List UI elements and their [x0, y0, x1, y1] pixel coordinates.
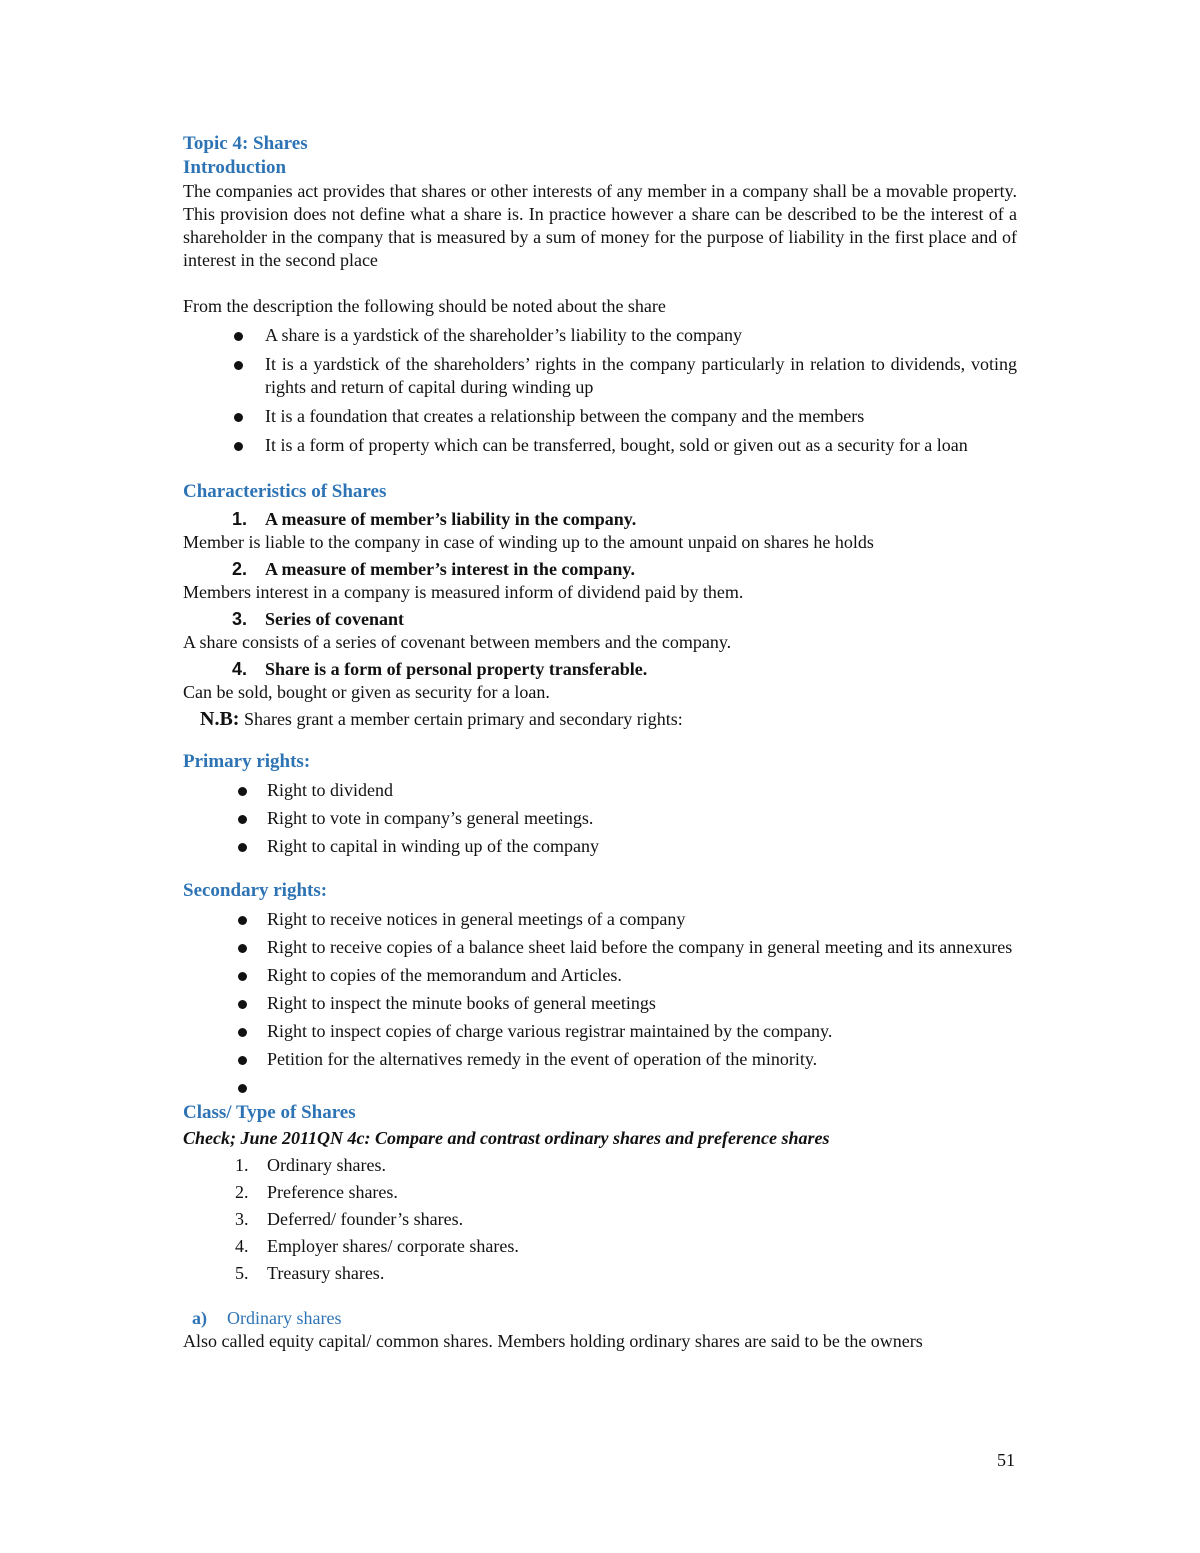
secondary-rights-heading: Secondary rights:: [183, 880, 328, 901]
share-type-item: 1. Ordinary shares.: [235, 1155, 386, 1175]
list-item: Right to dividend: [183, 779, 1017, 802]
characteristic-text: Member is liable to the company in case of winding up to the amount unpaid on shares he holds: [183, 532, 874, 552]
list-item: Right to capital in winding up of the company: [183, 835, 1017, 858]
list-item: Right to receive copies of a balance sheet laid before the company in general meeting and its annexures: [183, 936, 1017, 959]
primary-rights-heading: Primary rights:: [183, 751, 311, 772]
bullet-icon: [238, 1000, 247, 1009]
bullet-icon: [238, 1084, 247, 1093]
characteristic-title: 2. A measure of member’s interest in the company.: [232, 559, 635, 579]
list-item: A share is a yardstick of the shareholder’s liability to the company: [183, 324, 1017, 347]
bullet-icon: [238, 1028, 247, 1037]
list-item: It is a foundation that creates a relationship between the company and the members: [183, 405, 1017, 428]
list-item: Right to vote in company’s general meetings.: [183, 807, 1017, 830]
bullet-icon: [238, 787, 247, 796]
bullet-icon: [234, 413, 243, 422]
nb-note: [183, 708, 1017, 731]
bullet-icon: [238, 815, 247, 824]
share-type-item: 4. Employer shares/ corporate shares.: [235, 1236, 519, 1256]
secondary-rights-list: [183, 908, 1017, 1099]
introduction-paragraph: The companies act provides that shares or other interests of any member in a company shall be a movable property. This provision does not define what a share is. In practice however a share can be described to be the interest of a shareholder in the company that is measured by a sum of money for the purpose of liability in the first place and of interest in the second place: [183, 181, 1017, 270]
characteristic-text: Can be sold, bought or given as security for a loan.: [183, 682, 550, 702]
bullet-icon: [234, 361, 243, 370]
characteristic-text: A share consists of a series of covenant between members and the company.: [183, 632, 732, 652]
primary-rights-list: [183, 779, 1017, 858]
class-of-shares-heading: Class/ Type of Shares: [183, 1102, 356, 1123]
share-type-item: 2. Preference shares.: [235, 1182, 398, 1202]
introduction-heading: Introduction: [183, 157, 287, 178]
characteristics-heading: Characteristics of Shares: [183, 481, 387, 502]
ordinary-shares-text: Also called equity capital/ common shares. Members holding ordinary shares are said to be the owners: [183, 1331, 923, 1351]
bullet-icon: [238, 916, 247, 925]
characteristic-title: 4. Share is a form of personal property transferable.: [232, 659, 648, 679]
page-number: 51: [997, 1450, 1015, 1470]
characteristic-title: 1. A measure of member’s liability in the company.: [232, 509, 637, 529]
description-bullet-list: [183, 324, 1017, 457]
topic-title: Topic 4: Shares: [183, 133, 308, 154]
bullet-icon: [238, 972, 247, 981]
bullet-icon: [238, 1056, 247, 1065]
share-type-item: 5. Treasury shares.: [235, 1263, 385, 1283]
list-item: It is a form of property which can be transferred, bought, sold or given out as a security for a loan: [183, 434, 1017, 457]
sub-letter: a): [192, 1308, 207, 1328]
share-type-item: 3. Deferred/ founder’s shares.: [235, 1209, 464, 1229]
page-content: [183, 132, 1017, 1353]
bullet-icon: [238, 944, 247, 953]
characteristic-title: 3. Series of covenant: [232, 609, 404, 629]
list-item: Right to inspect copies of charge various registrar maintained by the company.: [183, 1020, 1017, 1043]
description-lead: From the description the following should be noted about the share: [183, 296, 666, 316]
nb-label: N.B:: [200, 708, 240, 730]
list-item: Right to copies of the memorandum and Articles.: [183, 964, 1017, 987]
bullet-icon: [238, 843, 247, 852]
list-item: [183, 1076, 1017, 1099]
exam-check-line: Check; June 2011QN 4c: Compare and contrast ordinary shares and preference shares: [183, 1128, 830, 1148]
list-item: Right to inspect the minute books of general meetings: [183, 992, 1017, 1015]
nb-text: Shares grant a member certain primary and secondary rights:: [239, 709, 683, 729]
list-item: Right to receive notices in general meetings of a company: [183, 908, 1017, 931]
characteristic-text: Members interest in a company is measured inform of dividend paid by them.: [183, 582, 744, 602]
bullet-icon: [234, 442, 243, 451]
list-item: Petition for the alternatives remedy in the event of operation of the minority.: [183, 1048, 1017, 1071]
ordinary-shares-heading: a) Ordinary shares: [192, 1308, 342, 1328]
bullet-icon: [234, 332, 243, 341]
list-item: It is a yardstick of the shareholders’ rights in the company particularly in relation to dividends, voting rights and return of capital during winding up: [183, 353, 1017, 399]
